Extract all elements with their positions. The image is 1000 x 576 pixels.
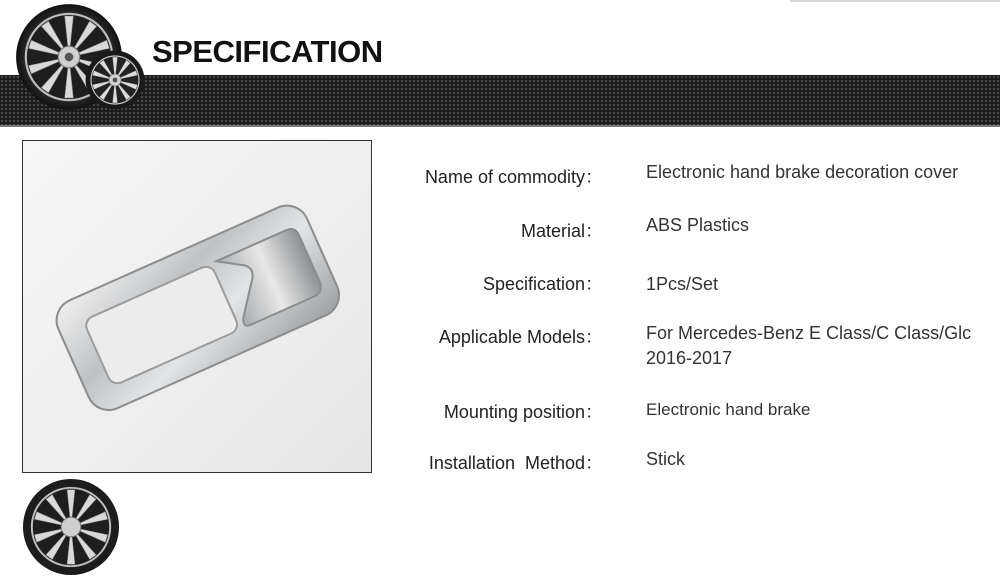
alloy-wheel-icon [22, 478, 120, 576]
spec-label: Applicable Models： [438, 327, 603, 347]
spec-value: Stick [646, 449, 686, 469]
spec-label: Material： [520, 221, 603, 241]
section-title: SPECIFICATION [152, 34, 383, 69]
spec-label: Mounting position： [443, 402, 603, 422]
spec-value: Electronic hand brake [646, 400, 811, 419]
spec-label: Name of commodity： [424, 167, 603, 187]
spec-value: For Mercedes-Benz E Class/C Class/Glc 2016-2017 [646, 323, 972, 368]
spec-value: Electronic hand brake decoration cover [646, 162, 959, 182]
spec-value: ABS Plastics [646, 215, 750, 235]
spec-value: 1Pcs/Set [646, 274, 719, 294]
spec-label: Installation Method： [428, 453, 603, 473]
spec-label: Specification： [482, 274, 603, 294]
